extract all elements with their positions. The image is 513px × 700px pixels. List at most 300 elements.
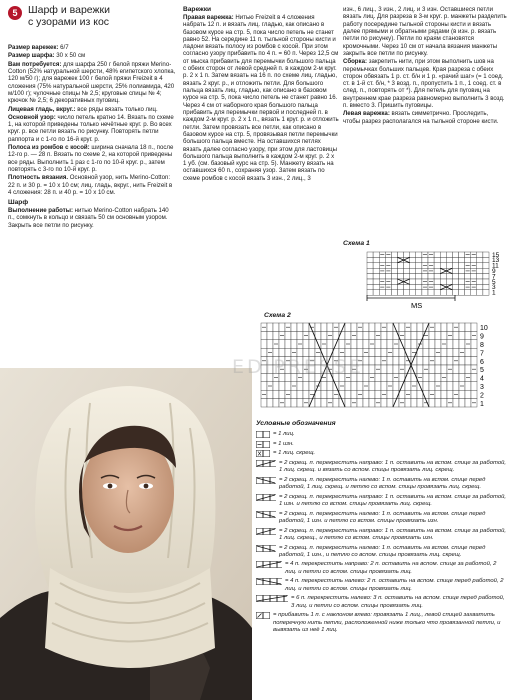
chart-2-cell [273, 323, 279, 331]
chart-1-cell [367, 279, 373, 284]
chart-1-cell [483, 257, 489, 262]
chart-2-cell [375, 340, 381, 348]
chart-1-cell [404, 274, 410, 279]
legend-symbol-icon [256, 477, 276, 484]
chart-2-cell [459, 323, 465, 331]
chart-2-cell [429, 348, 435, 356]
chart-1-row-label: 5 [492, 278, 496, 286]
chart-2-cell [369, 390, 375, 398]
legend-text: = 6 п. перекрестить налево: 3 п. оставить на вспом. спице перед работой, 3 лиц. и петли со вспом. спицы провязать лиц. [291, 595, 505, 609]
chart-1-cell [446, 274, 452, 279]
chart-2-cell [465, 331, 471, 339]
chart-2-cell [435, 331, 441, 339]
legend-text: = 1 изн. [273, 440, 294, 447]
chart-1-cell [379, 274, 385, 279]
legend-symbol-icon [256, 511, 276, 518]
legend-item [256, 612, 508, 634]
chart-1-cell [452, 257, 458, 262]
chart-2-cell [393, 357, 399, 365]
legend-text: = 1 лиц. [273, 431, 295, 438]
chart-1-row-label: 3 [492, 284, 496, 292]
chart-2-cell [453, 373, 459, 381]
legend-title: Условные обозначения [256, 420, 336, 427]
chart-1-cell [398, 290, 404, 295]
chart-2-cell [411, 399, 417, 407]
chart-1-cell [483, 252, 489, 257]
chart-2-cell [369, 399, 375, 407]
chart-1-cell [410, 257, 416, 262]
chart-2-cell [453, 331, 459, 339]
chart-1-cell [440, 263, 446, 268]
legend-item [256, 460, 508, 475]
chart-1-cell [434, 290, 440, 295]
chart-2-cell [411, 340, 417, 348]
legend-symbol-icon [256, 460, 276, 467]
chart-1-cell [379, 290, 385, 295]
chart-1-cell [391, 290, 397, 295]
chart-1-cell [416, 284, 422, 289]
legend-symbol-icon [256, 528, 276, 535]
chart-2-cell [441, 390, 447, 398]
chart-1-cell [410, 268, 416, 273]
legend-text: = прибавить 1 п. с наклоном влево: провязать 1 лиц., левой спицей захватить поперечную нить петли, расположенной ниже только что провязанной петли, и вывязать из неё 1 лиц. [273, 612, 501, 634]
legend-item [256, 450, 508, 457]
photo-illustration [0, 368, 252, 700]
chart-2-cell [387, 373, 393, 381]
column-3 [343, 6, 507, 126]
chart-1-cell [452, 279, 458, 284]
chart-1-cell [483, 268, 489, 273]
chart-2-row-label: 10 [480, 325, 488, 333]
chart-2-cell [291, 399, 297, 407]
chart-2-cell [393, 348, 399, 356]
chart-2-cell [297, 323, 303, 331]
chart-1-cell [398, 268, 404, 273]
chart-1-cell [410, 263, 416, 268]
legend-symbol-icon [256, 578, 282, 585]
chart-1-cell [416, 263, 422, 268]
chart-2-cell [315, 399, 321, 407]
chart-1-cell [446, 263, 452, 268]
chart-1-cell [434, 284, 440, 289]
chart-2-cell [459, 357, 465, 365]
chart-2-cell [279, 390, 285, 398]
chart-1-cell [471, 257, 477, 262]
chart-1-cell [391, 284, 397, 289]
chart-2-cell [405, 382, 411, 390]
chart-2-cell [297, 399, 303, 407]
chart-2-cell [447, 323, 453, 331]
chart-2-title: Схема 2 [264, 312, 291, 319]
chart-2-cell [429, 340, 435, 348]
size-mittens: Размер варежек: 6/7 [8, 44, 69, 51]
chart-2-cell [441, 323, 447, 331]
chart-2-cell [345, 323, 351, 331]
chart-2-cell [303, 323, 309, 331]
chart-1-cell [446, 290, 452, 295]
chart-1-cell [385, 290, 391, 295]
column-1 [8, 44, 176, 230]
chart-1-cell [373, 279, 379, 284]
chart-2-cell [321, 382, 327, 390]
chart-2-cell [381, 340, 387, 348]
chart-1-cell [367, 263, 373, 268]
chart-2-cell [411, 331, 417, 339]
chart-2-cell [363, 390, 369, 398]
legend-item [256, 477, 508, 492]
chart-2-cell [279, 382, 285, 390]
chart-1-cell [446, 257, 452, 262]
chart-2-cell [423, 340, 429, 348]
chart-2-cell [279, 323, 285, 331]
legend-symbol-icon [256, 494, 276, 501]
chart-2-cell [429, 331, 435, 339]
left-mitten: Левая варежка: вязать симметрично. Проследить, чтобы разрез располагался на тыльной стороне кисти. [343, 110, 499, 125]
mittens-heading: Варежки [183, 6, 212, 13]
chart-1-cell [465, 274, 471, 279]
chart-1-cell [404, 284, 410, 289]
chart-2-cell [285, 399, 291, 407]
chart-1-cell [459, 290, 465, 295]
chart-1-cell [477, 252, 483, 257]
chart-2-cell [381, 348, 387, 356]
gauge: Плотность вязания. Основной узор, нить Merino-Cotton: 22 п. и 30 р. = 10 х 10 см; лиц. гладь, вкруг., нить Freizeit в 4 сложения: 28 п. и 40 р. = 10 х 10 см. [8, 174, 173, 196]
chart-2-cell [417, 357, 423, 365]
chart-1-cell [452, 268, 458, 273]
chart-2-cell [459, 331, 465, 339]
mitten-continued: изн., 6 лиц., 3 изн., 2 лиц. и 3 изн. Оставшиеся петли вязать лиц. Для разреза в 3-м круг. р. манжеты разделить работу посередине тыльной стороны кисти и вязать далее прямыми и обратными рядами (в изн. р. вязать петли по рисунку). Петли по краям становятся кромочными. Через 10 см от начала вязания манжеты закрыть все петли по рисунку. [343, 6, 507, 57]
chart-2-cell [453, 340, 459, 348]
chart-1-cell [452, 284, 458, 289]
chart-1-cell [459, 263, 465, 268]
chart-1-cell [459, 274, 465, 279]
chart-2-cell [291, 390, 297, 398]
chart-1-cell [477, 279, 483, 284]
chart-2-cell [465, 399, 471, 407]
chart-2-cell [375, 348, 381, 356]
chart-1-cell [391, 263, 397, 268]
chart-1-cell [483, 274, 489, 279]
chart-2-cell [261, 331, 267, 339]
chart-2-cell [429, 365, 435, 373]
chart-1-cell [452, 252, 458, 257]
chart-2-cell [375, 390, 381, 398]
article-header [8, 4, 176, 40]
chart-2-cell [459, 399, 465, 407]
chart-2-cell [405, 399, 411, 407]
chart-1-cell [428, 290, 434, 295]
legend-symbol-icon [256, 545, 276, 552]
main-pattern: Основной узор: число петель кратно 14. Вязать по схеме 1, на которой приведены только нечётные круг. р. Во всех круг. р. все петли вязать по рисунку. Повторять петли раппорта и с 1-го по 16-й круг. р. [8, 113, 174, 143]
chart-1-cell [416, 279, 422, 284]
chart-1-cell [459, 284, 465, 289]
legend-symbol-icon [256, 595, 288, 602]
chart-1-row-label: 15 [492, 251, 500, 259]
scarf-heading: Шарф [8, 199, 29, 207]
chart-2-cell [303, 340, 309, 348]
chart-1-repeat-label: MS [411, 301, 423, 310]
legend-item [256, 528, 508, 543]
chart-2-cell [411, 390, 417, 398]
chart-1-cell [391, 274, 397, 279]
chart-1-cell [452, 290, 458, 295]
chart-1-cell [471, 274, 477, 279]
chart-2-cell [441, 331, 447, 339]
legend-item [256, 441, 508, 448]
chart-2-cell [471, 390, 477, 398]
legend-item [256, 545, 508, 560]
chart-2-cell [351, 390, 357, 398]
chart-1 [343, 248, 511, 310]
chart-2-cell [447, 390, 453, 398]
legend-item [256, 595, 508, 610]
chart-2-cell [447, 348, 453, 356]
chart-1-cell [398, 284, 404, 289]
chart-1-cell [373, 284, 379, 289]
chart-2-cell [375, 323, 381, 331]
chart-1-cell [367, 268, 373, 273]
chart-2-cell [471, 323, 477, 331]
chart-2-cell [273, 399, 279, 407]
chart-2-row-label: 6 [480, 358, 484, 366]
article-title: Шарф и варежки с узорами из кос [28, 4, 110, 29]
chart-2-cell [441, 365, 447, 373]
chart-2-cell [417, 365, 423, 373]
chart-2-cell [339, 340, 345, 348]
chart-1-cell [367, 290, 373, 295]
chart-1-cell [404, 290, 410, 295]
chart-2-cell [291, 340, 297, 348]
chart-1-cell [410, 284, 416, 289]
chart-2-cell [387, 323, 393, 331]
chart-1-cell [422, 274, 428, 279]
chart-2-cell [387, 357, 393, 365]
chart-2-cell [321, 331, 327, 339]
chart-2-cell [375, 357, 381, 365]
chart-1-cell [483, 290, 489, 295]
article-number-badge: 5 [8, 6, 22, 20]
chart-1-row-label: 9 [492, 268, 496, 275]
right-mitten: Правая варежка: Нитью Freizeit в 4 сложения набрать 12 п. и вязать лиц. гладью, как описано в базовом курсе на стр. 5, пока число петель не станет равно 52. На середине 11 п. тыльной стороны кисти и ладони вязать полосу из ромбов с косой. При этом согласно узору прибавить по 4 п. = 60 п. Через 12,5 см от мыска прибавить для перемычки большого пальца с обеих сторон от левой средней п. в каждом 2-м круг. р. 2 х 1 п. Затем вязать на 16 п. по схеме лиц. гладью, вязать 2 круг. р., и отложить петли. Для большого пальца вязать лиц. гладью, как описано в базовом курсе на стр. 5, пока число петель не станет равно 16. Через 4 см от наборного края большого пальца прибавить для перемычки первой и последней п. в каждом 2-м круг. р. 2 х 1 п., вязать 1 круг. р. и отложить петли. Затем провязать все петли, как описано в базовом курсе на стр. 5, провязывая петли перемычки большого пальца вместе. На оставшихся петлях вязать далее согласно узору, при этом для ластовицы большого пальца выполнить в каждом 2-м круг. р. 2 х 1 уб. (см. базовый курс на стр. 5). Манжету вязать на оставшихся 60 п., сохраняя узор. Затем вязать по схеме ромбов с косой вязать 3 изн., 2 лиц., 3 [183, 13, 339, 182]
chart-2-cell [321, 323, 327, 331]
chart-1-row-label: 11 [492, 262, 499, 270]
legend-symbol-icon [256, 431, 270, 438]
chart-2-cell [471, 382, 477, 390]
legend-text: = 2 скрещ. п. перекрестить направо: 1 п. оставить на вспом. спице за работой, 1 изн. и петлю со вспом. спицы провязать лиц. скрещ. [279, 493, 507, 508]
chart-2-row-label: 7 [480, 350, 484, 358]
chart-1-cell [440, 252, 446, 257]
chart-2-cell [435, 323, 441, 331]
legend-text: = 4 п. перекрестить направо: 2 п. оставить на вспом. спице за работой, 2 лиц. и петли со вспом. спицы провязать лиц. [285, 561, 497, 575]
chart-2-cell [327, 390, 333, 398]
chart-1-cell [477, 268, 483, 273]
chart-1-cell [434, 257, 440, 262]
chart-1-cell [410, 252, 416, 257]
chart-2-cell [405, 331, 411, 339]
chart-2-row-label: 5 [480, 367, 484, 375]
chart-2-cell [447, 357, 453, 365]
chart-2-cell [369, 382, 375, 390]
legend [256, 420, 508, 637]
chart-2-cell [429, 399, 435, 407]
chart-2-cell [357, 399, 363, 407]
chart-2-cell [465, 365, 471, 373]
chart-2-cell [465, 357, 471, 365]
chart-1-cell [367, 284, 373, 289]
legend-symbol-icon [256, 441, 270, 448]
chart-2-cell [327, 323, 333, 331]
chart-2-cell [315, 323, 321, 331]
chart-1-cell [373, 274, 379, 279]
chart-2-cell [465, 348, 471, 356]
chart-1-cell [434, 268, 440, 273]
chart-2-cell [393, 365, 399, 373]
chart-1-cell [416, 290, 422, 295]
chart-2-cell [447, 373, 453, 381]
chart-1-cell [440, 290, 446, 295]
chart-1-cell [373, 268, 379, 273]
chart-1-cell [477, 263, 483, 268]
chart-2-cell [459, 365, 465, 373]
chart-2-cell [351, 340, 357, 348]
chart-2-cell [273, 331, 279, 339]
chart-2-cell [267, 323, 273, 331]
chart-2-row-label: 4 [480, 375, 484, 383]
chart-2-cell [447, 382, 453, 390]
legend-symbol-icon [256, 612, 270, 619]
chart-1-cell [446, 252, 452, 257]
chart-2-cell [273, 382, 279, 390]
chart-2-cell [285, 382, 291, 390]
chart-1-cell [379, 257, 385, 262]
chart-1-cell [422, 290, 428, 295]
watermark: EDIPRESSE [232, 356, 365, 378]
chart-2-cell [363, 331, 369, 339]
chart-2-cell [435, 357, 441, 365]
chart-1-cell [367, 257, 373, 262]
chart-1-cell [367, 274, 373, 279]
chart-2-cell [297, 331, 303, 339]
chart-1-cell [459, 257, 465, 262]
chart-2-cell [327, 382, 333, 390]
chart-1-cell [373, 252, 379, 257]
chart-1-cell [391, 268, 397, 273]
chart-1-cell [422, 257, 428, 262]
chart-1-cell [404, 268, 410, 273]
chart-1-cell [477, 284, 483, 289]
chart-2-cell [357, 340, 363, 348]
chart-1-cell [459, 268, 465, 273]
chart-1-cell [434, 279, 440, 284]
chart-1-cell [434, 274, 440, 279]
chart-2-cell [291, 323, 297, 331]
photo-woman-in-cowl [0, 368, 252, 700]
legend-symbol-icon [256, 561, 282, 568]
chart-2-cell [381, 399, 387, 407]
chart-2-cell [447, 340, 453, 348]
chart-2-cell [357, 382, 363, 390]
chart-2-cell [387, 331, 393, 339]
size-scarf: Размер шарфа: 30 х 50 см [8, 52, 86, 60]
chart-1-cell [385, 274, 391, 279]
chart-2-cell [267, 399, 273, 407]
chart-1-cell [452, 263, 458, 268]
chart-2-cell [345, 331, 351, 339]
chart-2-cell [369, 348, 375, 356]
chart-1-cell [373, 257, 379, 262]
chart-2-row-label: 9 [480, 333, 484, 341]
chart-1-cell [416, 257, 422, 262]
chart-2-cell [351, 323, 357, 331]
chart-2-cell [363, 399, 369, 407]
chart-2-cell [261, 382, 267, 390]
chart-1-cell [398, 252, 404, 257]
chart-2-cell [369, 365, 375, 373]
chart-1-cell [477, 274, 483, 279]
chart-2-cell [291, 331, 297, 339]
chart-1-cell [373, 290, 379, 295]
chart-2-cell [423, 357, 429, 365]
legend-item [256, 578, 508, 593]
chart-2-cell [327, 340, 333, 348]
legend-text: = 2 скрещ. п. перекрестить налево: 1 п. оставить на вспом. спице перед работой, 1 изн. и петлю со вспом. спицы провязать изн. [279, 510, 486, 525]
chart-2-cell [399, 323, 405, 331]
legend-item [256, 561, 508, 576]
chart-2-cell [381, 373, 387, 381]
chart-2-cell [423, 348, 429, 356]
chart-1-cell [410, 274, 416, 279]
chart-1-cell [477, 257, 483, 262]
legend-item [256, 511, 508, 526]
chart-2-cell [297, 382, 303, 390]
chart-2-cell [471, 340, 477, 348]
chart-1-cell [483, 284, 489, 289]
chart-1-cell [367, 252, 373, 257]
chart-1-cell [385, 257, 391, 262]
chart-1-cell [416, 274, 422, 279]
chart-2-cell [261, 340, 267, 348]
chart-2-cell [435, 390, 441, 398]
chart-2-cell [267, 340, 273, 348]
chart-2-cell [417, 323, 423, 331]
chart-1-cell [410, 290, 416, 295]
legend-text: = 4 п. перекрестить налево: 2 п. оставить на вспом. спице перед работой, 2 лиц. и петли со вспом. спицы провязать лиц. [285, 578, 504, 592]
chart-2-cell [387, 365, 393, 373]
chart-1-cell [391, 252, 397, 257]
chart-2-cell [435, 399, 441, 407]
chart-2-cell [429, 373, 435, 381]
chart-2-cell [369, 357, 375, 365]
chart-1-cell [428, 274, 434, 279]
chart-2-cell [351, 382, 357, 390]
chart-2-cell [309, 340, 315, 348]
chart-1-cell [416, 252, 422, 257]
chart-2-cell [423, 373, 429, 381]
chart-2-cell [303, 382, 309, 390]
chart-1-cell [465, 257, 471, 262]
chart-1-cell [398, 274, 404, 279]
scarf-instructions: Выполнение работы: нитью Merino-Cotton набрать 140 п., сомкнуть в кольцо и связать 50 см основным узором. Закрыть все петли по рисунку. [8, 207, 169, 229]
chart-2-cell [387, 399, 393, 407]
chart-1-cell [459, 252, 465, 257]
chart-2-cell [441, 348, 447, 356]
chart-2-cell [471, 357, 477, 365]
chart-2-cell [459, 340, 465, 348]
chart-2-cell [441, 399, 447, 407]
chart-1-cell [440, 257, 446, 262]
legend-text: = 2 скрещ. п. перекрестить направо: 1 п. оставить на вспом. спице за работой, 1 лиц. скрещ. и вязать со вспом. спицы провязать лиц. скрещ. [279, 459, 507, 474]
chart-2-cell [453, 348, 459, 356]
